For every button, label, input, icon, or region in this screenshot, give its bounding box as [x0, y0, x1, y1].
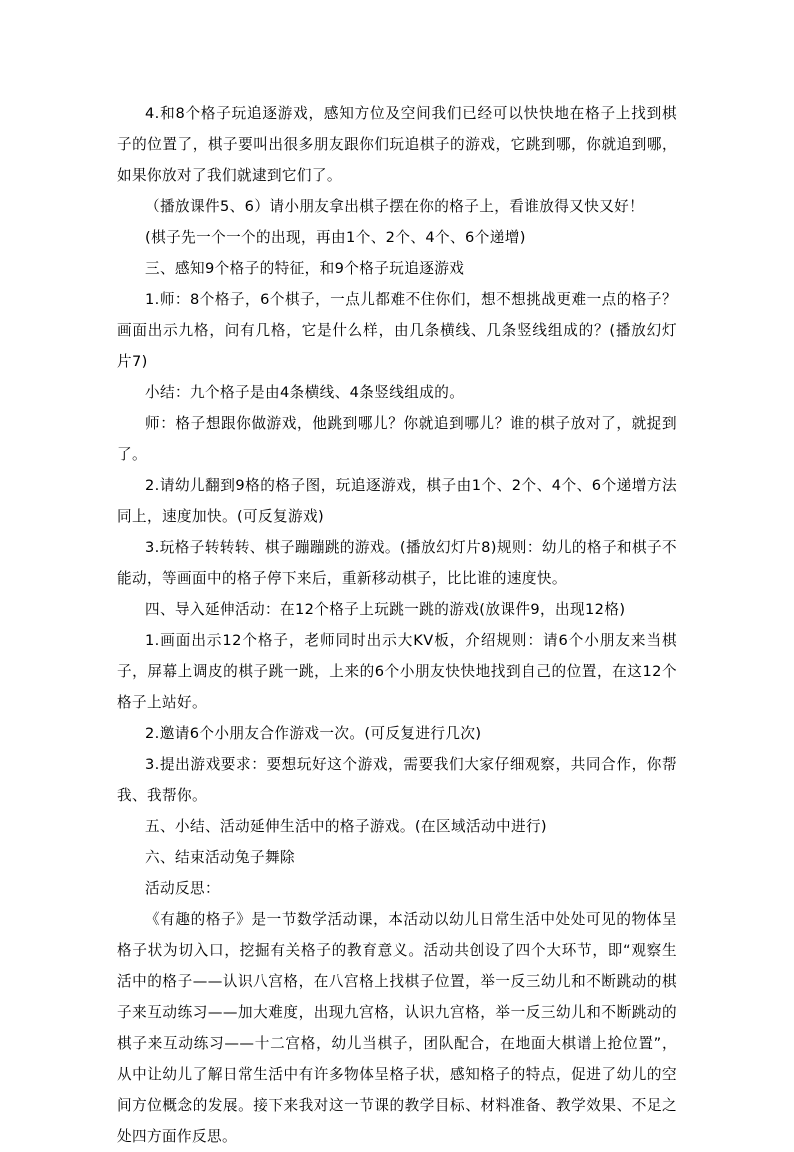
paragraph-play-courseware-5-6: （播放课件5、6）请小朋友拿出棋子摆在你的格子上，看谁放得又快又好！	[145, 198, 645, 215]
document-body	[117, 98, 677, 1152]
section-heading-6: 六、结束活动兔子舞除	[145, 849, 295, 866]
section-heading-3: 三、感知9个格子的特征，和9个格子玩追逐游戏	[145, 260, 465, 277]
paragraph-chase-game-8-grids: 4.和8个格子玩追逐游戏，感知方位及空间我们已经可以快快地在格子上找到棋子的位置了，棋子要叫出很多朋友跟你们玩追棋子的游戏，它跳到哪，你就追到哪，如果你放对了我们就逮到它们了。	[117, 105, 677, 184]
section-heading-5: 五、小结、活动延伸生活中的格子游戏。(在区域活动中进行)	[145, 818, 548, 835]
paragraph-teacher-nine-grids: 1.师：8个格子，6个棋子，一点儿都难不住你们，想不想挑战更难一点的格子？画面出示九格，问有几格，它是什么样，由几条横线、几条竖线组成的？(播放幻灯片7)	[117, 291, 677, 370]
paragraph-chess-pieces-appear: (棋子先一个一个的出现，再由1个、2个、4个、6个递增)	[145, 229, 526, 246]
activity-reflection-heading: 活动反思：	[145, 880, 220, 897]
paragraph-twelve-grids-rules: 1.画面出示12个格子，老师同时出示大KV板，介绍规则：请6个小朋友来当棋子，屏幕上调皮的棋子跳一跳，上来的6个小朋友快快地找到自己的位置，在这12个格子上站好。	[117, 632, 677, 711]
paragraph-invite-six-children: 2.邀请6个小朋友合作游戏一次。(可反复进行几次)	[145, 725, 482, 742]
paragraph-teacher-game: 师：格子想跟你做游戏，他跳到哪儿？你就追到哪儿？谁的棋子放对了，就捉到了。	[117, 415, 677, 463]
paragraph-game-requirements: 3.提出游戏要求：要想玩好这个游戏，需要我们大家仔细观察，共同合作，你帮我、我帮你。	[117, 756, 677, 804]
paragraph-spinning-grids-game: 3.玩格子转转转、棋子蹦蹦跳的游戏。(播放幻灯片8)规则：幼儿的格子和棋子不能动，等画面中的格子停下来后，重新移动棋子，比比谁的速度快。	[117, 539, 677, 587]
paragraph-flip-to-9-grids: 2.请幼儿翻到9格的格子图，玩追逐游戏，棋子由1个、2个、4个、6个递增方法同上，速度加快。(可反复游戏)	[117, 477, 677, 525]
paragraph-summary-nine-grids: 小结：九个格子是由4条横线、4条竖线组成的。	[145, 384, 465, 401]
paragraph-reflection-body: 《有趣的格子》是一节数学活动课，本活动以幼儿日常生活中处处可见的物体呈格子状为切入口，挖掘有关格子的教育意义。活动共创设了四个大环节，即“观察生活中的格子——认识八宫格，在八宫格上找棋子位置，举一反三幼儿和不断跳动的棋子来互动练习——加大难度，出现九宫格，认识九宫格，举一反三幼儿和不断跳动的棋子来互动练习——十二宫格，幼儿当棋子，团队配合，在地面大棋谱上抢位置”，从中让幼儿了解日常生活中有许多物体呈格子状，感知格子的特点，促进了幼儿的空间方位概念的发展。接下来我对这一节课的教学目标、材料准备、教学效果、不足之处四方面作反思。	[117, 911, 677, 1145]
section-heading-4: 四、导入延伸活动：在12个格子上玩跳一跳的游戏(放课件9，出现12格)	[145, 601, 626, 618]
